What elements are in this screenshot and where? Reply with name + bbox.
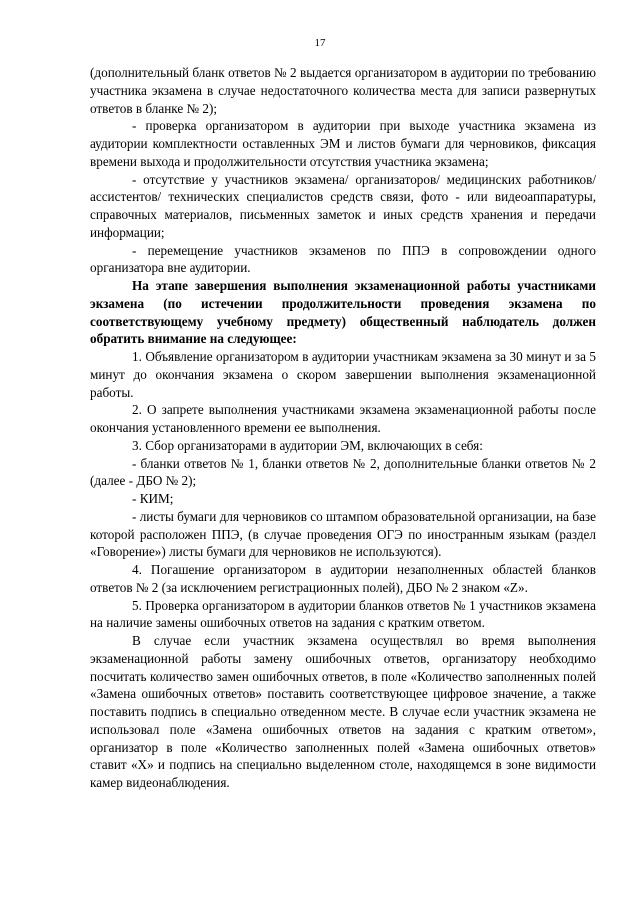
paragraph: 2. О запрете выполнения участниками экзамена экзаменационной работы после окончания установленного времени ее выполнения. — [90, 402, 596, 435]
paragraph: 5. Проверка организатором в аудитории бланков ответов № 1 участников экзамена на наличие замены ошибочных ответов на задания с кратким ответом. — [90, 597, 596, 631]
paragraph: - проверка организатором в аудитории при выходе участника экзамена из аудитории комплектности оставленных ЭМ и листов бумаги для черновиков, фиксация времени выхода и продолжительности отсутствия участника экзамена; — [90, 118, 596, 169]
paragraph: 1. Объявление организатором в аудитории участникам экзамена за 30 минут и за 5 минут до окончания экзамена о скором завершении выполнения экзаменационной работы. — [90, 349, 596, 400]
document-body — [90, 64, 596, 792]
paragraph: - перемещение участников экзаменов по ППЭ в сопровождении одного организатора вне аудитории. — [90, 242, 596, 276]
paragraph: 4. Погашение организатором в аудитории незаполненных областей бланков ответов № 2 (за исключением регистрационных полей), ДБО № 2 знаком «Z». — [90, 562, 596, 595]
paragraph: В случае если участник экзамена осуществлял во время выполнения экзаменационной работы замену ошибочных ответов, организатору необходимо посчитать количество замен ошибочных ответов, в поле «Количество заполненных полей «Замена ошибочных ответов» поставить соответствующее цифровое значение, а также поставить подпись в специально отведенном месте. В случае если участник экзамена не использовал поле «Замена ошибочных ответов на задания с кратким ответом», организатор в поле «Количество заполненных полей «Замена ошибочных ответов» ставит «X» и подпись на специально выделенном столе, находящемся в зоне видимости камер видеонаблюдения. — [90, 633, 596, 790]
paragraph: - листы бумаги для черновиков со штампом образовательной организации, на базе которой расположен ППЭ, (в случае проведения ОГЭ по иностранным языкам (раздел «Говорение») листы бумаги для черновиков не используются). — [90, 508, 596, 560]
paragraph: - отсутствие у участников экзамена/ организаторов/ медицинских работников/ ассистентов/ технических специалистов средств связи, фото - или видеоаппаратуры, справочных материалов, письменных заметок и иных средств хранения и передачи информации; — [90, 171, 596, 240]
paragraph: (дополнительный бланк ответов № 2 выдается организатором в аудитории по требованию участника экзамена в случае недостаточного количества места для записи развернутых ответов в бланке № 2); — [90, 65, 596, 116]
paragraph: - бланки ответов № 1, бланки ответов № 2, дополнительные бланки ответов № 2 (далее - ДБО № 2); — [90, 455, 596, 489]
paragraph: - КИМ; — [132, 491, 174, 506]
page-number: 17 — [314, 37, 326, 49]
paragraph: 3. Сбор организаторами в аудитории ЭМ, включающих в себя: — [132, 437, 483, 453]
bold-paragraph: На этапе завершения выполнения экзаменационной работы участниками экзамена (по истечении продолжительности проведения экзамена по соответствующему учебному предмету) общественный наблюдатель должен обратить внимание на следующее: — [90, 278, 596, 347]
